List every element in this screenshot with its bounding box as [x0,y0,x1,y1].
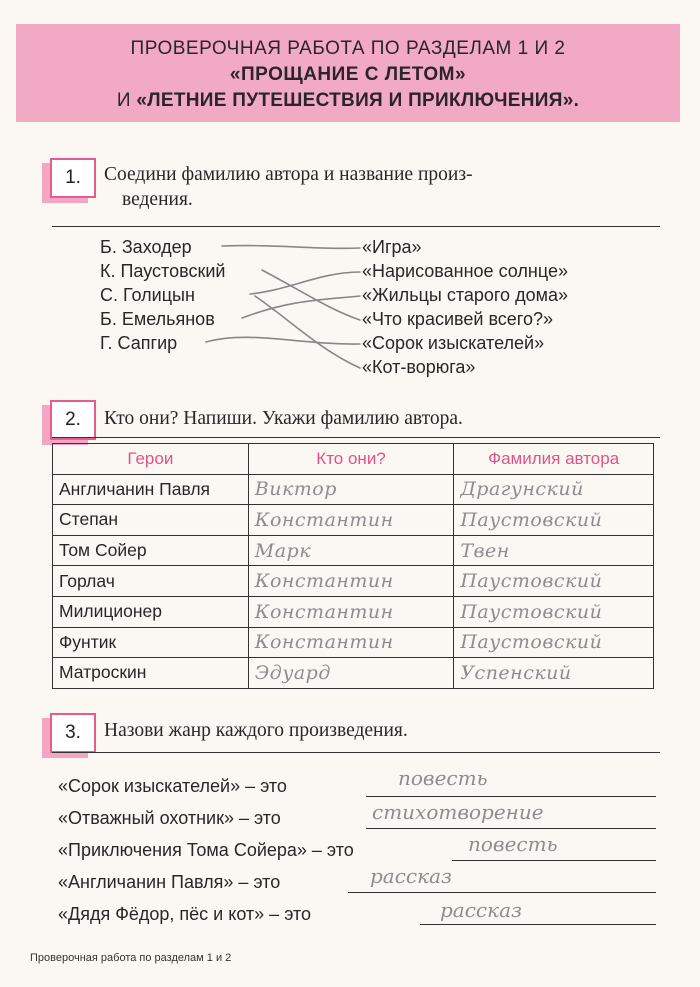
work-item: «Нарисованное солнце» [362,261,568,281]
table-row [53,505,654,536]
header-author: Фамилия автора [454,444,654,475]
hero-cell: Милиционер [53,596,249,627]
genre-item-label: «Дядя Фёдор, пёс и кот» – это [58,904,312,924]
task-1-text-line2: ведения. [122,189,193,210]
header-heroes: Герои [53,444,249,475]
connection-lines [0,0,700,400]
connection-line [250,272,360,294]
task-3-divider [52,752,660,753]
work-item: «Кот-ворюга» [362,357,476,377]
hero-cell: Англичанин Павля [53,474,249,505]
table-row [53,596,654,627]
page-footer: Проверочная работа по разделам 1 и 2 [30,952,232,964]
answer-line [420,924,656,925]
task-2-divider [52,437,660,438]
work-item: «Жильцы старого дома» [362,285,568,305]
who-cell[interactable]: Константин [248,627,454,658]
genre-item-label: «Англичанин Павля» – это [58,872,281,892]
connection-line [255,296,360,368]
table-header-row [53,444,654,475]
genre-item-label: «Сорок изыскателей» – это [58,776,287,796]
author-item: К. Паустовский [100,261,226,281]
table-row [53,627,654,658]
header-line-3: И «ЛЕТНИЕ ПУТЕШЕСТВИЯ И ПРИКЛЮЧЕНИЯ». [116,90,580,111]
task-2-number: 2. [50,400,96,440]
connection-line [222,246,360,249]
author-cell[interactable]: Твен [454,535,654,566]
answer-line [366,796,656,797]
who-cell[interactable]: Константин [248,596,454,627]
work-item: «Что красивей всего?» [362,309,554,329]
task-1-text-line1: Соедини фамилию автора и название произ- [104,164,473,185]
connection-line [206,337,360,344]
table-row [53,474,654,505]
genre-item-label: «Приключения Тома Сойера» – это [58,840,354,860]
table-row [53,535,654,566]
who-cell[interactable]: Константин [248,505,454,536]
hero-cell: Матроскин [53,658,249,689]
task-3-number: 3. [50,713,96,753]
hero-cell: Фунтик [53,627,249,658]
genre-answer[interactable]: рассказ [440,898,522,922]
header-line-2: «ПРОЩАНИЕ С ЛЕТОМ» [229,64,467,85]
who-cell[interactable]: Эдуард [248,658,454,689]
author-item: С. Голицын [100,285,195,305]
author-cell[interactable]: Паустовский [454,596,654,627]
who-cell[interactable]: Виктор [248,474,454,505]
table-row [53,566,654,597]
hero-cell: Степан [53,505,249,536]
author-cell[interactable]: Паустовский [454,566,654,597]
header-who: Кто они? [248,444,454,475]
genre-answer[interactable]: повесть [468,832,558,856]
genre-answer[interactable]: стихотворение [372,800,544,824]
heroes-table [52,443,654,689]
table-row [53,658,654,689]
task-2-text: Кто они? Напиши. Укажи фамилию автора. [104,408,463,429]
genre-answer[interactable]: рассказ [370,864,452,888]
hero-cell: Том Сойер [53,535,249,566]
author-cell[interactable]: Успенский [454,658,654,689]
hero-cell: Горлач [53,566,249,597]
author-item: Б. Заходер [100,237,192,257]
answer-line [452,860,656,861]
author-cell[interactable]: Драгунский [454,474,654,505]
genre-answer[interactable]: повесть [398,766,488,790]
author-item: Б. Емельянов [100,309,215,329]
work-item: «Игра» [362,237,422,257]
author-cell[interactable]: Паустовский [454,505,654,536]
genre-item-label: «Отважный охотник» – это [58,808,281,828]
author-cell[interactable]: Паустовский [454,627,654,658]
who-cell[interactable]: Константин [248,566,454,597]
answer-line [366,828,656,829]
answer-line [348,892,656,893]
task-1-number: 1. [50,158,96,198]
author-item: Г. Сапгир [100,333,178,353]
work-item: «Сорок изыскателей» [362,333,545,353]
who-cell[interactable]: Марк [248,535,454,566]
task-3-text: Назови жанр каждого произведения. [104,720,408,741]
header-line-1: ПРОВЕРОЧНАЯ РАБОТА ПО РАЗДЕЛАМ 1 И 2 [130,38,566,59]
